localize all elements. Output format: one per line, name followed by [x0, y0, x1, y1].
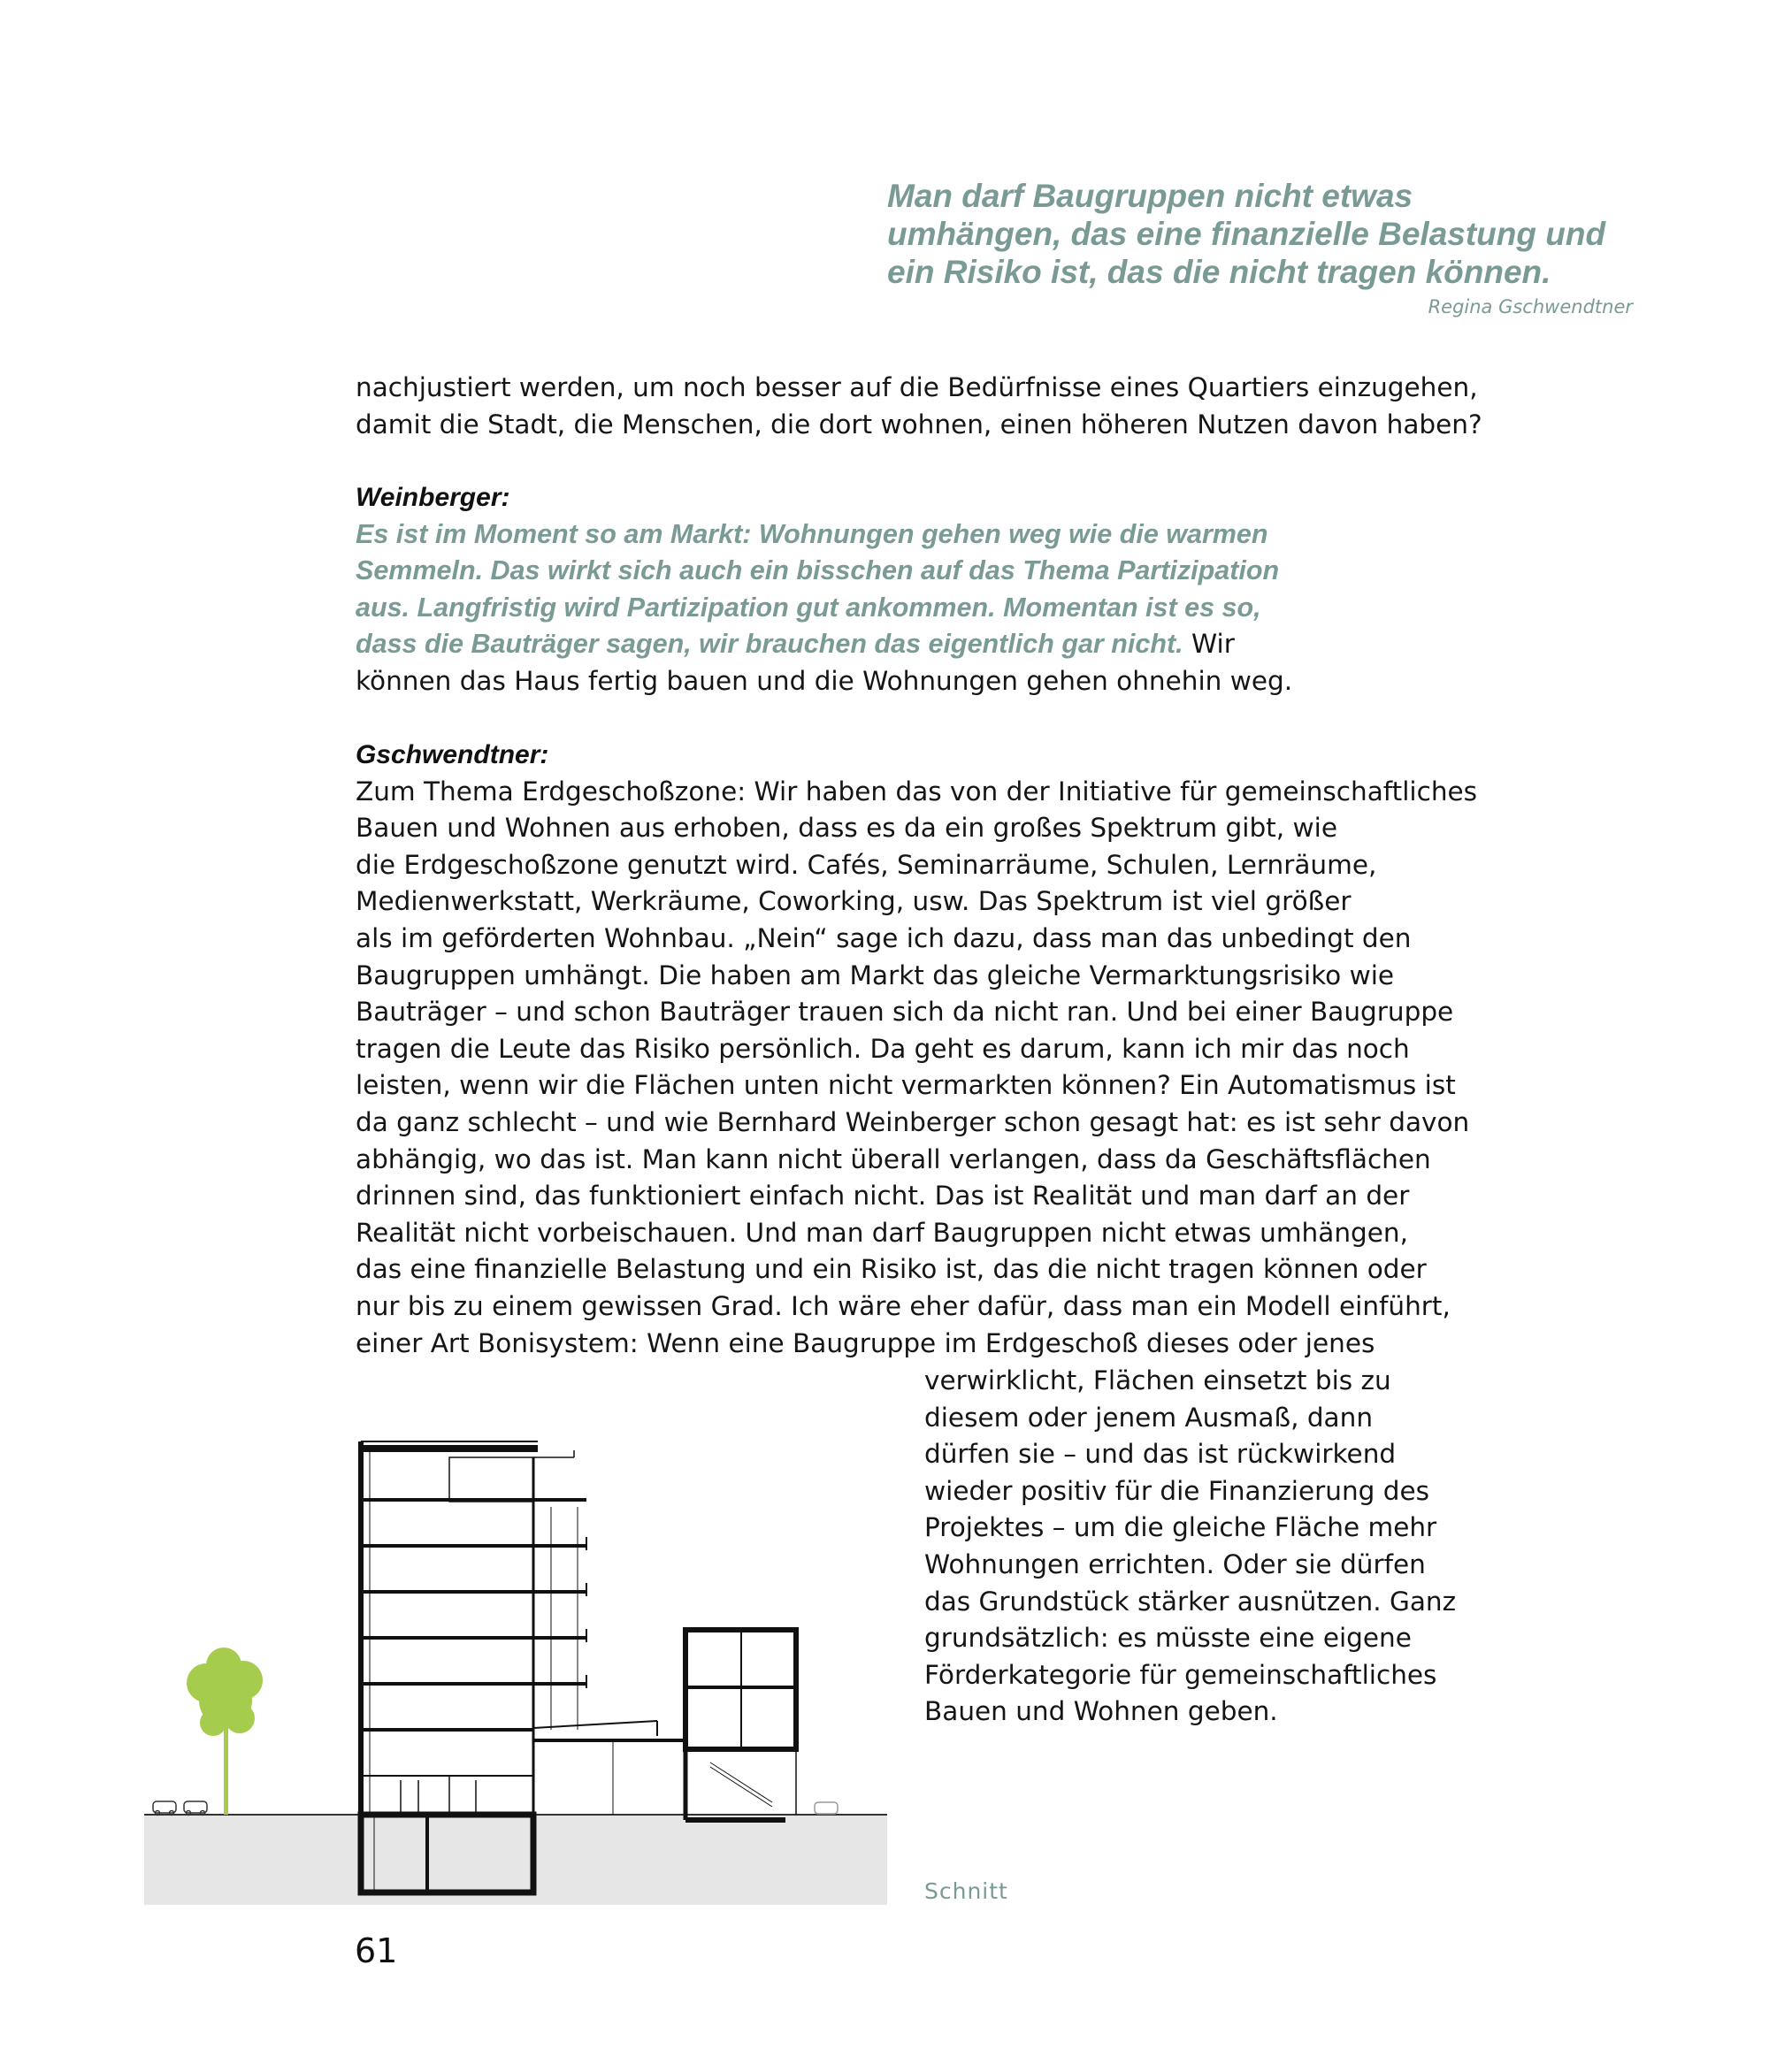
- text-line: wieder positiv für die Finanzierung des: [924, 1475, 1430, 1506]
- pull-quote-text: [887, 177, 1666, 291]
- text-line: verwirklicht, Flächen einsetzt bis zu: [924, 1365, 1391, 1395]
- figure-caption: Schnitt: [924, 1878, 1008, 1904]
- text-line: abhängig, wo das ist. Man kann nicht überall verlangen, dass da Geschäftsflächen: [356, 1143, 1431, 1174]
- text-line: diesem oder jenem Ausmaß, dann: [924, 1402, 1374, 1433]
- weinberger-section: [356, 479, 1292, 700]
- pull-quote-line: ein Risiko ist, das die nicht tragen können.: [887, 254, 1551, 290]
- emphasized-line: Semmeln. Das wirkt sich auch ein bisschen auf das Thema Partizipation: [356, 555, 1280, 586]
- emphasized-line: Es ist im Moment so am Markt: Wohnungen gehen weg wie die warmen: [356, 518, 1268, 549]
- text-line: Bauträger – und schon Bauträger trauen sich da nicht ran. Und bei einer Baugruppe: [356, 997, 1454, 1028]
- pull-quote-line: umhängen, das eine finanzielle Belastung und: [887, 216, 1606, 252]
- text-line: Realität nicht vorbeischauen. Und man darf Baugruppen nicht etwas umhängen,: [356, 1217, 1408, 1248]
- text-line: nachjustiert werden, um noch besser auf die Bedürfnisse eines Quartiers einzugehen,: [356, 372, 1478, 402]
- text-line: Medienwerkstatt, Werkräume, Coworking, usw. Das Spektrum ist viel größer: [356, 886, 1352, 917]
- text-line: da ganz schlecht – und wie Bernhard Weinberger schon gesagt hat: es ist sehr davon: [356, 1106, 1470, 1137]
- low-building: [685, 1630, 796, 1820]
- gschwendtner-column: [924, 1363, 1456, 1731]
- text-line: Zum Thema Erdgeschoßzone: Wir haben das von der Initiative für gemeinschaftliches: [356, 776, 1478, 807]
- building-section-drawing: [144, 1431, 887, 1905]
- text-line: grundsätzlich: es müsste eine eigene: [924, 1623, 1412, 1654]
- text-line: damit die Stadt, die Menschen, die dort wohnen, einen höheren Nutzen davon haben?: [356, 409, 1482, 440]
- pull-quote-author: Regina Gschwendtner: [1428, 296, 1633, 317]
- pull-quote: [887, 177, 1666, 317]
- text-line: Projektes – um die gleiche Fläche mehr: [924, 1512, 1437, 1543]
- text-line: die Erdgeschoßzone genutzt wird. Cafés, Seminarräume, Schulen, Lernräume,: [356, 849, 1377, 880]
- bridge: [533, 1721, 685, 1815]
- text-line: Wohnungen errichten. Oder sie dürfen: [924, 1548, 1426, 1579]
- speaker-name: Gschwendtner:: [356, 740, 549, 769]
- text-line: Bauen und Wohnen geben.: [924, 1696, 1278, 1727]
- text-line: können das Haus fertig bauen und die Wohnungen gehen ohnehin weg.: [356, 665, 1293, 696]
- plain-text: Wir: [1183, 629, 1235, 660]
- tree-icon: [187, 1648, 263, 1815]
- text-line: Förderkategorie für gemeinschaftliches: [924, 1659, 1437, 1690]
- text-line: das Grundstück stärker ausnützen. Ganz: [924, 1586, 1457, 1617]
- text-line: leisten, wenn wir die Flächen unten nicht vermarkten können? Ein Automatismus ist: [356, 1070, 1456, 1101]
- text-line: als im geförderten Wohnbau. „Nein“ sage ich dazu, dass man das unbedingt den: [356, 922, 1412, 953]
- car-icon: [815, 1802, 838, 1814]
- text-line: das eine finanzielle Belastung und ein Risiko ist, das die nicht tragen können oder: [356, 1254, 1427, 1285]
- pull-quote-line: Man darf Baugruppen nicht etwas: [887, 178, 1413, 214]
- gschwendtner-section: [356, 737, 1477, 1362]
- text-line: dürfen sie – und das ist rückwirkend: [924, 1439, 1397, 1470]
- text-line: einer Art Bonisystem: Wenn eine Baugruppe im Erdgeschoß dieses oder jenes: [356, 1327, 1375, 1358]
- text-line: Bauen und Wohnen aus erhoben, dass es da ein großes Spektrum gibt, wie: [356, 813, 1337, 844]
- text-line: tragen die Leute das Risiko persönlich. Da geht es darum, kann ich mir das noch: [356, 1033, 1410, 1064]
- intro-paragraph: [356, 370, 1482, 443]
- tower: [361, 1441, 586, 1815]
- page-number: 61: [355, 1931, 398, 1970]
- text-line: Baugruppen umhängt. Die haben am Markt das gleiche Vermarktungsrisiko wie: [356, 960, 1395, 990]
- emphasized-line: dass die Bauträger sagen, wir brauchen das eigentlich gar nicht.: [356, 629, 1183, 660]
- text-line: drinnen sind, das funktioniert einfach nicht. Das ist Realität und man darf an der: [356, 1181, 1410, 1212]
- car-icon: [153, 1801, 176, 1816]
- emphasized-line: aus. Langfristig wird Partizipation gut ankommen. Momentan ist es so,: [356, 592, 1261, 623]
- speaker-name: Weinberger:: [356, 483, 510, 512]
- car-icon: [184, 1801, 207, 1816]
- text-line: nur bis zu einem gewissen Grad. Ich wäre eher dafür, dass man ein Modell einführt,: [356, 1290, 1451, 1321]
